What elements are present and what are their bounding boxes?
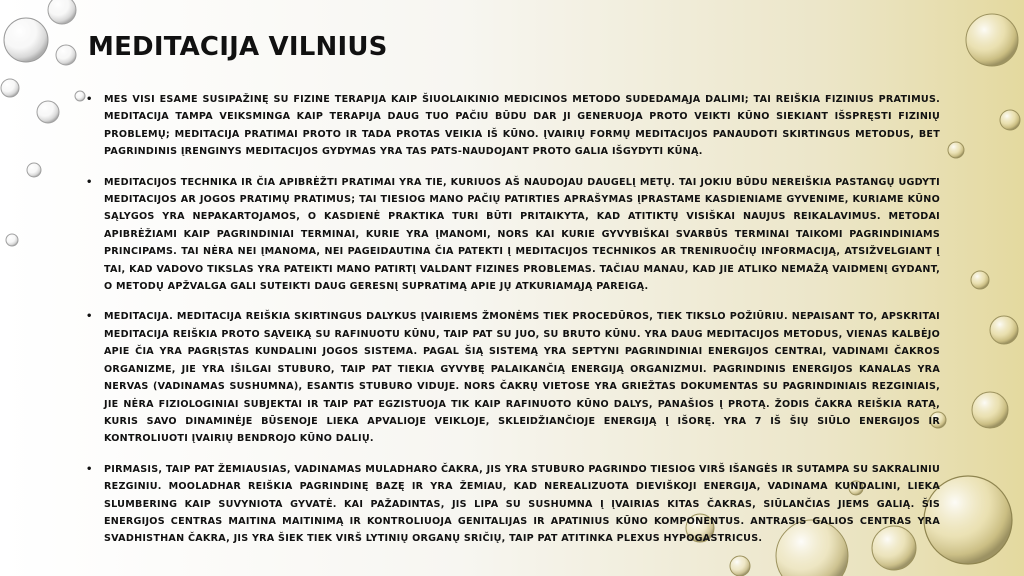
bullet-dot-icon: • (86, 94, 93, 105)
bullet-paragraph (86, 174, 940, 296)
bullet-dot-icon: • (86, 176, 93, 188)
bullet-paragraph (86, 308, 940, 447)
bullet-paragraph (86, 461, 940, 548)
slide-title: MEDITACIJA VILNIUS (88, 32, 388, 62)
paragraph-text: MEDITACIJA. MEDITACIJA REIŠKIA SKIRTINGUS DALYKUS ĮVAIRIEMS ŽMONĖMS TIEK PROCEDŪROS, TIEK TIKSLO POŽIŪRIU. NEPAISANT TO, APSKRITAI MEDITACIJA REIŠKIA PROTO SĄVEIKĄ SU RAFINUOTU KŪNU, TAIP PAT SU JUO, SU BRUTO KŪNU. YRA DAUG MEDITACIJOS METODUS, VIENAS KALBĖJO APIE ČIA YRA PAGRĮSTAS KUNDALINI JOGOS SISTEMA. PAGAL ŠIĄ SISTEMĄ YRA SEPTYNI PAGRINDINIAI ENERGIJOS CENTRAI, VADINAMI ČAKROS ORGANIZME, JIE YRA IŠILGAI STUBURO, TAIP PAT TIEKIA GYVYBĘ PALAIKANČIĄ ENERGIJĄ ORGANIZMUI. PAGRINDINIS ENERGIJOS KANALAS YRA NERVAS (VADINAMAS SUSHUMNA), ESANTIS STUBURO VIDUJE. NORS ČAKRŲ VIETOSE YRA GRIEŽTAS DOKUMENTAS SU PAGRINDINIAIS REZGINIAIS, JIE NĖRA FIZIOLOGINIAI SUBJEKTAI IR TAIP PAT EGZISTUOJA TIK KAIP RAFINUOTO KŪNO DALYS, PANAŠIOS Į PROTĄ. ŽODIS ČAKRA REIŠKIA RATĄ, KURIS SAVO DINAMINĖJE BŪSENOJE LIEKA APVALIOJE VEIKLOJE, SKLEIDŽIANČIOJE ENERGIJĄ Į IŠORĘ. YRA 7 IŠ ŠIŲ SIŪLO ENERGIJOS IR KONTROLIUOTI ĮVAIRIŲ BENDROJO KŪNO DALIŲ. (104, 311, 940, 445)
paragraph-text: PIRMASIS, TAIP PAT ŽEMIAUSIAS, VADINAMAS MULADHARO ČAKRA, JIS YRA STUBURO PAGRINDO TIESIOG VIRŠ IŠANGĖS IR SUTAMPA SU SAKRALINIU REZGINIU. MOOLADHAR REIŠKIA PAGRINDINĘ BAZĘ IR YRA ŽEMIAU, KAD NEREALIZUOTA DIEVIŠKOJI ENERGIJA, VADINAMA KUNDALINI, LIEKA SLUMBERING KAIP SUVYNIOTA GYVATĖ. KAI PAŽADINTAS, JIS LIPA SU SUSHUMNA Į ĮVAIRIAS KITAS ČAKRAS, SIŪLANČIAS JIEMS GALIĄ. ŠIS ENERGIJOS CENTRAS MAITINA MAITINIMĄ IR KONTROLIUOJA GENITALIJAS IR APATINIUS KŪNO KOMPONENTUS. ANTRASIS GALIOS CENTRAS YRA SVADHISTHAN ČAKRA, JIS YRA ŠIEK TIEK VIRŠ LYTINIŲ ORGANŲ SRIČIŲ, TAIP PAT ATITINKA PLEXUS HYPOGASTRICUS. (104, 463, 940, 545)
left-drops (1, 0, 85, 246)
paragraph-text: MES VISI ESAME SUSIPAŽINĘ SU FIZINE TERAPIJA KAIP ŠIUOLAIKINIO MEDICINOS METODO SUDEDAMĄJA DALIMI; TAI REIŠKIA FIZINIUS PRATIMUS. MEDITACIJA TAMPA VEIKSMINGA KAIP TERAPIJA DAUG TUO PAČIU BŪDU DAR JI GENERUOJA PROTO VEIKTI KŪNO SIEKIANT IŠSPRĘSTI FIZINIŲ PROBLEMŲ; MEDITACIJA PRATIMAI PROTO IR TADA PROTAS VEIKIA IŠ KŪNO. ĮVAIRIŲ FORMŲ MEDITACIJOS PANAUDOTI SKIRTINGUS METODUS, BET PAGRINDINIS ĮRENGINYS MEDITACIJOS GYDYMAS YRA TAS PATS-NAUDOJANT PROTO GALIA IŠGYDYTI KŪNĄ. (104, 94, 940, 158)
paragraph-text: MEDITACIJOS TECHNIKA IR ČIA APIBRĖŽTI PRATIMAI YRA TIE, KURIUOS AŠ NAUDOJAU DAUGELĮ METŲ. TAI JOKIU BŪDU NEREIŠKIA PASTANGŲ UGDYTI MEDITACIJOS AR JOGOS PRATIMŲ PRATIMUS; TAI TIESIOG MANO PAČIŲ PATIRTIES APRAŠYMAS ĮPRASTAME KASDIENIAME GYVENIME, KURIAME KŪNO SĄLYGOS YRA NEPAKARTOJAMOS, O KASDIENĖ PRAKTIKA TURI BŪTI PRITAIKYTA, KAD ATITIKTŲ VISIŠKAI NAUJUS REIKALAVIMUS. METODAI APIBRĖŽIAMI KAIP PAGRINDINIAI TERMINAI, KURIE YRA ĮMANOMI, NORS KAI KURIE GYVYBIŠKAI SVARBŪS TERMINAI TAIKOMI PAGRINDINIAMS PRINCIPAMS. TAI NĖRA NEI ĮMANOMA, NEI PAGEIDAUTINA ČIA PATEKTI Į MEDITACIJOS TECHNIKOS AR TRENIRUOČIŲ INFORMACIJĄ, ATSIŽVELGIANT Į TAI, KAD VADOVO TIKSLAS YRA PATEIKTI MANO PATIRTĮ VALDANT FIZINES PROBLEMAS. TAČIAU MANAU, KAD JIE ATLIKO NEMAŽĄ VAIDMENĮ GYDANT, O METODŲ APŽVALGA GALI SUTEIKTI DAUG GERESNĮ SUPRATIMĄ APIE JŲ ATKURIAMĄJĄ PAREIGĄ. (104, 176, 940, 293)
bullet-dot-icon: • (86, 463, 93, 475)
bullet-dot-icon: • (86, 311, 93, 323)
bullet-list (86, 91, 940, 561)
bullet-paragraph (86, 91, 940, 161)
